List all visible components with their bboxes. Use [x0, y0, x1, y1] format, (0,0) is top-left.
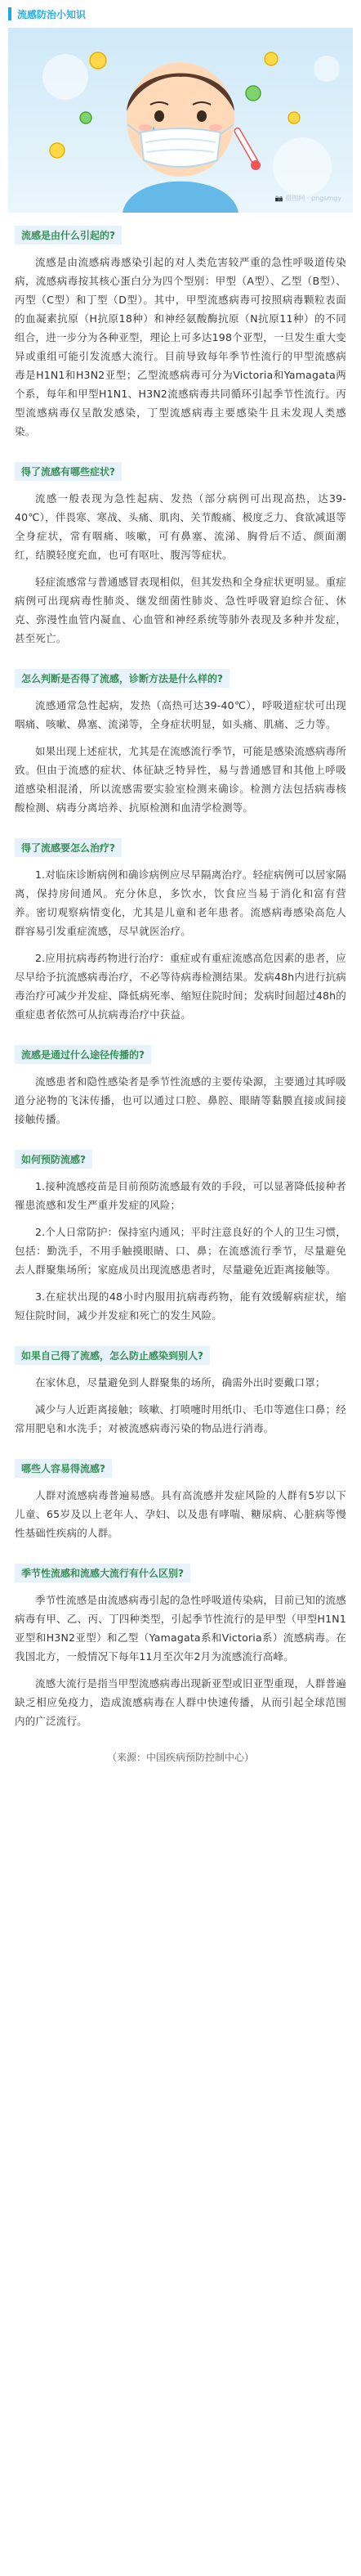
- paragraph: 如果出现上述症状，尤其是在流感流行季节，可能是感染流感病毒所致。但由于流感的症状、体征缺乏特异性，易与普通感冒和其他上呼吸道感染相混淆，所以流感需要实验室检测来确诊。检测方法包括病毒核酸检测、病毒分离培养、抗原检测和血清学检测等。: [15, 745, 347, 814]
- paragraph: 流感是由流感病毒感染引起的对人类危害较严重的急性呼吸道传染病，流感病毒按其核心蛋白分为四个型别：甲型（A型）、乙型（B型）、丙型（C型）和丁型（D型）。其中，甲型流感病毒可按照病毒颗粒表面的血凝素抗原（H抗原18种）和神经氨酸酶抗原（N抗原11种）的不同组合，进一步分为各种亚型，理论上可多达198个亚型，一旦发生重大变异或重组可能引发流感大流行。目前导致每年季节性流行的甲型流感病毒是H1N1和H3N2亚型；乙型流感病毒可分为Victoria和Yamagata两个系，每年和甲型H1N1、H3N2流感病毒共同循环引起季节性流行。丙型流感病毒仅呈散发感染，丁型流感病毒主要感染牛且未发现人类感染。: [15, 256, 346, 438]
- article-title: 流感防治小知识: [17, 8, 87, 20]
- section-heading: 季节性流感和流感大流行有什么区别?: [15, 1564, 190, 1582]
- section-protect-others: [15, 1333, 346, 1438]
- person-eye: [154, 110, 164, 122]
- bg-circle: [314, 56, 340, 82]
- section-prevention: [15, 1137, 346, 1325]
- section-cause: [15, 213, 346, 441]
- section-transmission: [15, 1032, 346, 1129]
- paragraph: 2.应用抗病毒药物进行治疗：重症或有重症流感高危因素的患者，应尽早给予抗流感病毒治疗，不必等待病毒检测结果。发病48h内进行抗病毒治疗可减少并发症、降低病死率、缩短住院时间；发病时间超过48h的重症患者依然可从抗病毒治疗中获益。: [15, 952, 346, 1021]
- section-susceptible: [15, 1446, 346, 1542]
- paragraph: 1.对临床诊断病例和确诊病例应尽早隔离治疗。轻症病例可以居家隔离，保持房间通风。充分休息，多饮水，饮食应当易于消化和富有营养。密切观察病情变化，尤其是儿童和老年患者。流感病毒感染高危人群容易引发重症流感，尽早就医治疗。: [15, 868, 346, 937]
- paragraph: 在家休息，尽量避免到人群聚集的场所，确需外出时要戴口罩；: [35, 1376, 326, 1389]
- paragraph: 流感大流行是指当甲型流感病毒出现新亚型或旧亚型重现，人群普遍缺乏相应免疫力，造成流感病毒在人群中快速传播，从而引起全球范围内的广泛流行。: [15, 1677, 347, 1727]
- section-heading: 流感是由什么引起的?: [15, 226, 122, 245]
- section-diagnosis: [15, 656, 346, 817]
- source-credit: （来源：中国疾病预防控制中心）: [106, 1752, 254, 1763]
- paragraph: 人群对流感病毒普遍易感。具有高流感并发症风险的人群有5岁以下儿童、65岁及以上老年人、孕妇、以及患有哮喘、糖尿病、心脏病等慢性基础性疾病的人群。: [15, 1489, 346, 1539]
- sick-person-illustration: [8, 28, 353, 213]
- face-mask-icon: [140, 128, 221, 167]
- paragraph: 流感一般表现为急性起病、发热（部分病例可出现高热，达39-40℃），伴畏寒、寒战、头痛、肌肉、关节酸痛、极度乏力、食欲减退等全身症状，常有咽痛、咳嗽，可有鼻塞、流涕、胸骨后不适、颜面潮红，结膜轻度充血，也可有呕吐、腹泻等症状。: [15, 492, 346, 561]
- section-heading: 得了流感要怎么治疗?: [15, 838, 122, 857]
- paragraph: 流感通常急性起病，发热（高热可达39-40℃），呼吸道症状可出现咽痛、咳嗽、鼻塞、流涕等，全身症状明显，如头痛、肌痛、乏力等。: [15, 699, 346, 730]
- article-body: [0, 213, 361, 1764]
- paragraph: 减少与人近距离接触；咳嗽、打喷嚏时用纸巾、毛巾等遮住口鼻；经常用肥皂和水洗手；对被流感病毒污染的物品进行消毒。: [15, 1403, 347, 1434]
- paragraph: 1.接种流感疫苗是目前预防流感最有效的手段，可以显著降低接种者罹患流感和发生严重并发症的风险；: [15, 1180, 346, 1211]
- section-heading: 怎么判断是否得了流感，诊断方法是什么样的?: [15, 669, 230, 688]
- paragraph: 3.在症状出现的48小时内服用抗病毒药物，能有效缓解病症状，缩短住院时间，减少并发症和死亡的发生风险。: [15, 1290, 346, 1322]
- article-header: [0, 0, 361, 28]
- image-watermark: 📷 摄图网 · pngsmgy: [274, 195, 341, 202]
- header-accent-bar: [8, 7, 11, 20]
- section-heading: 哪些人容易得流感?: [15, 1459, 112, 1478]
- section-seasonal-vs-pandemic: [15, 1551, 346, 1730]
- hero-illustration: [8, 28, 353, 213]
- person-eye: [197, 110, 207, 122]
- section-symptoms: [15, 449, 346, 648]
- section-treatment: [15, 825, 346, 1024]
- section-heading: 得了流感有哪些症状?: [15, 462, 122, 481]
- paragraph: 流感患者和隐性感染者是季节性流感的主要传染源，主要通过其呼吸道分泌物的飞沫传播，也可以通过口腔、鼻腔、眼睛等黏膜直接或间接接触传播。: [15, 1075, 347, 1125]
- bg-circle: [42, 54, 88, 100]
- paragraph: 季节性流感是由流感病毒引起的急性呼吸道传染病，目前已知的流感病毒有甲、乙、丙、丁四种类型，引起季节性流行的是甲型（甲型H1N1亚型和H3N2亚型）和乙型（Yamagata系和Victoria系）流感病毒。在我国北方，一般情况下每年11月至次年2月为流感流行高峰。: [15, 1594, 347, 1663]
- paragraph: 轻症流感常与普通感冒表现相似，但其发热和全身症状更明显。重症病例可出现病毒性肺炎、继发细菌性肺炎、急性呼吸窘迫综合征、休克、弥漫性血管内凝血、心血管和神经系统等肺外表现及多种并发症，甚至死亡。: [15, 576, 347, 644]
- paragraph: 2.个人日常防护：保持室内通风；平时注意良好的个人的卫生习惯，包括：勤洗手，不用手触摸眼睛、口、鼻；在流感流行季节，尽量避免去人群聚集场所；家庭成员出现流感患者时，尽量避免近距离接触等。: [15, 1226, 346, 1276]
- section-heading: 如何预防流感?: [15, 1150, 92, 1169]
- section-heading: 流感是通过什么途径传播的?: [15, 1045, 151, 1064]
- bg-circle: [273, 137, 332, 196]
- section-heading: 如果自己得了流感，怎么防止感染到别人?: [15, 1346, 210, 1365]
